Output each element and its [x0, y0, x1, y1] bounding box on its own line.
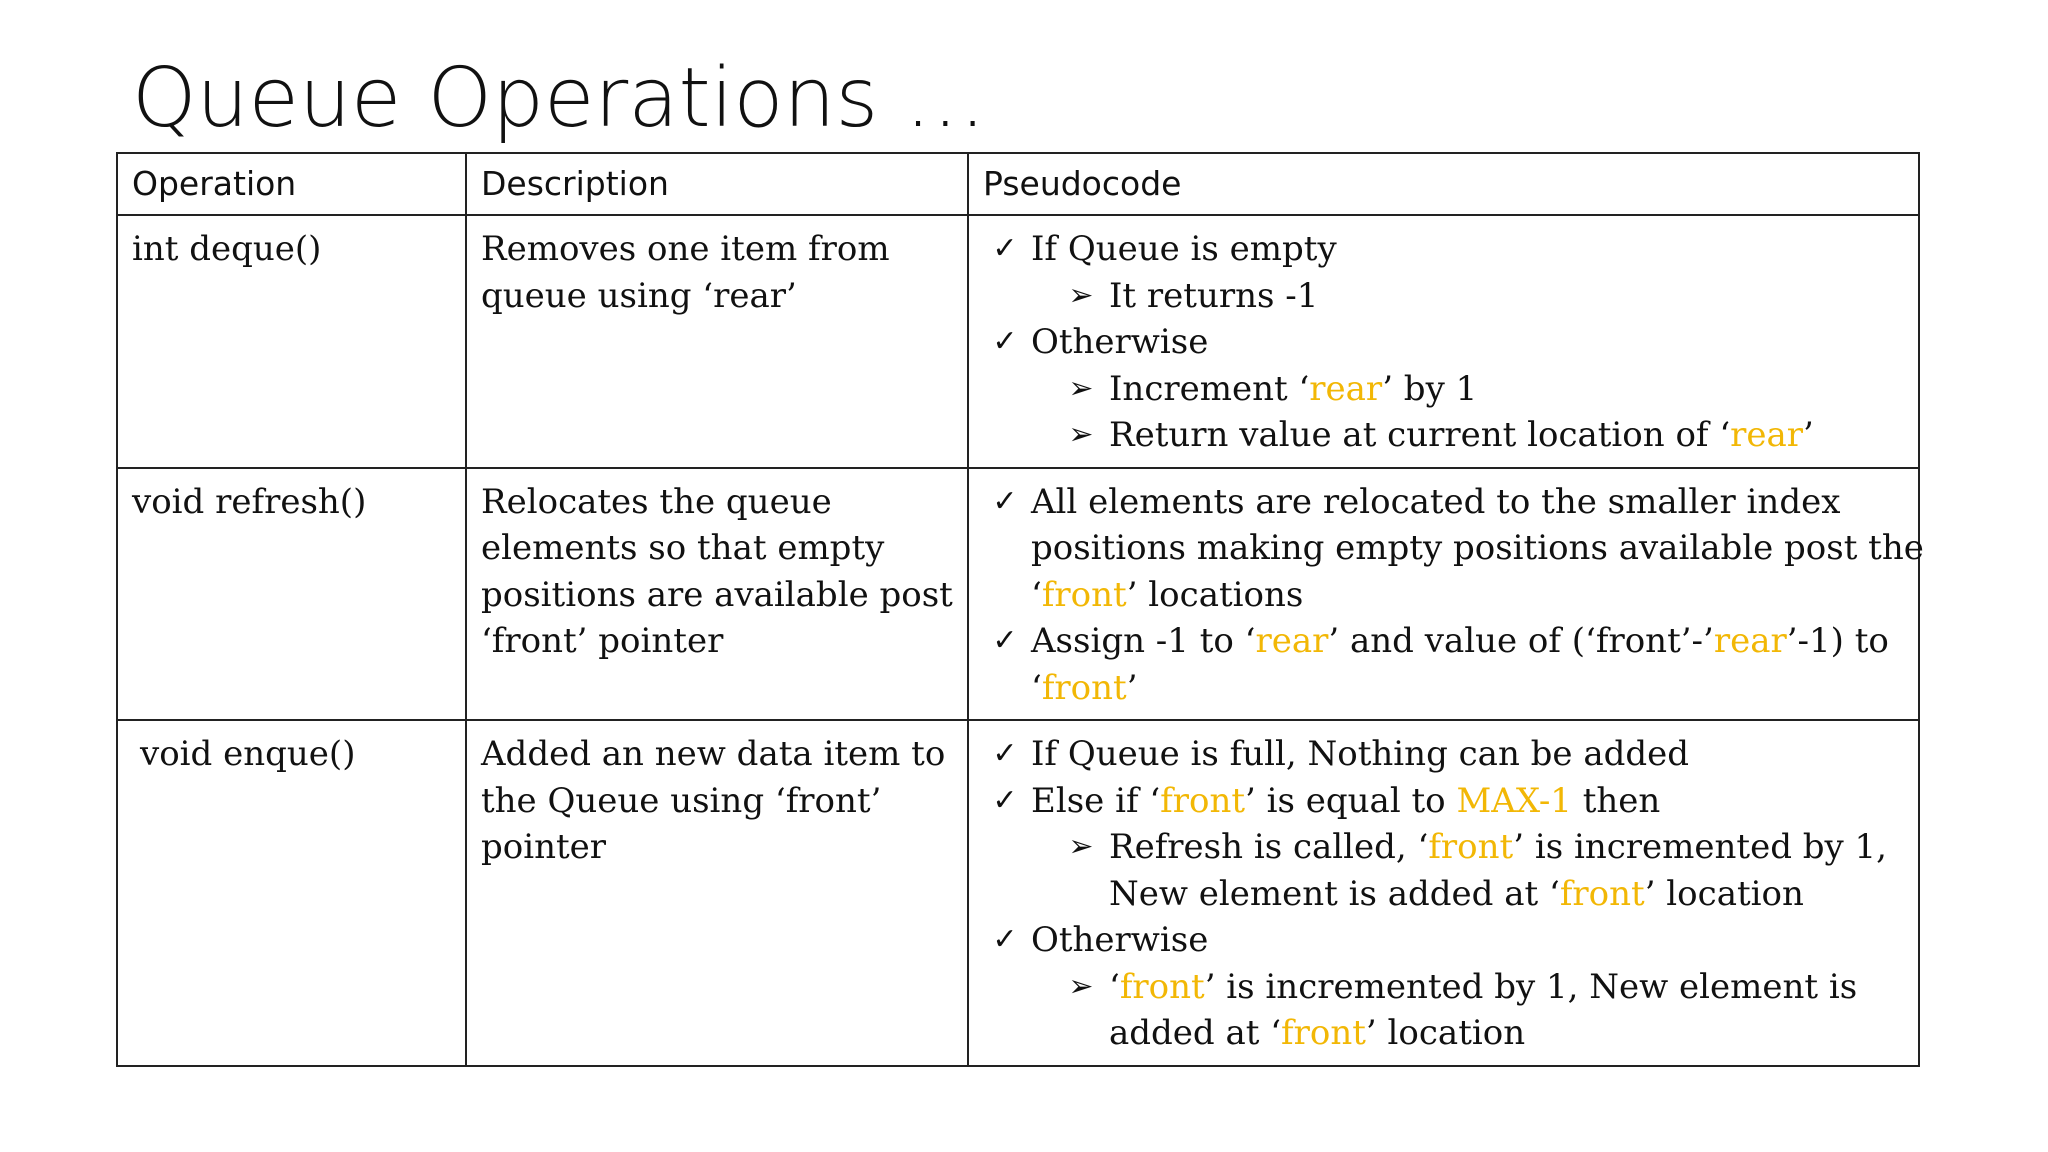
table-header-row: [117, 153, 1919, 215]
step-text: ’ locations: [1126, 574, 1304, 615]
check-icon: ✓: [992, 324, 1018, 359]
pseudocode-step: [983, 479, 1904, 526]
arrow-bullet-icon: ➢: [1068, 829, 1094, 864]
pseudocode-continuation: [983, 1010, 1904, 1057]
check-icon: ✓: [992, 231, 1018, 266]
header-description: Description: [466, 153, 968, 215]
description-line: the Queue using ‘front’: [481, 780, 882, 821]
check-icon: ✓: [992, 922, 1018, 957]
description-line: pointer: [481, 827, 607, 867]
step-text: positions making empty positions available post the: [1031, 528, 1924, 568]
pseudocode-continuation: [983, 525, 1924, 572]
step-text: If Queue is empty: [1031, 229, 1337, 269]
step-text: ’: [1803, 415, 1814, 455]
highlight-keyword: MAX-1: [1456, 780, 1572, 821]
description-line: ‘front’ pointer: [481, 621, 724, 661]
step-text: ’ location: [1644, 873, 1804, 914]
step-text: All elements are relocated to the smaller index: [1031, 481, 1841, 522]
operation-cell: [117, 720, 466, 1066]
step-text: If Queue is full, Nothing can be added: [1031, 734, 1690, 774]
arrow-bullet-icon: ➢: [1068, 277, 1094, 313]
slide-title: Queue Operations …: [132, 51, 987, 146]
step-text: Return value at current location of ‘: [1109, 415, 1731, 455]
highlight-keyword: front: [1428, 827, 1514, 867]
highlight-keyword: rear: [1309, 368, 1383, 409]
highlight-keyword: front: [1041, 667, 1127, 708]
step-text: ‘: [1031, 667, 1042, 708]
operation-cell: [117, 468, 466, 721]
description-line: queue using ‘rear’: [481, 275, 797, 316]
step-text: ’ is equal to: [1245, 780, 1457, 821]
check-icon: ✓: [992, 782, 1018, 818]
description-cell: [466, 468, 968, 721]
table-row: [117, 720, 1919, 1066]
highlight-keyword: front: [1119, 966, 1205, 1007]
step-text: ‘: [1109, 966, 1120, 1007]
highlight-keyword: front: [1041, 574, 1127, 615]
pseudocode-substep: [983, 366, 1904, 413]
pseudocode-step: [983, 226, 1904, 273]
check-icon: ✓: [992, 736, 1018, 771]
pseudocode-continuation: [983, 572, 1904, 619]
pseudocode-cell: [968, 468, 1924, 721]
arrow-bullet-icon: ➢: [1068, 417, 1094, 452]
pseudocode-substep: [983, 412, 1904, 459]
highlight-keyword: rear: [1730, 415, 1804, 455]
description-cell: [466, 720, 968, 1066]
description-cell: [466, 215, 968, 468]
table-row: [117, 215, 1919, 468]
step-text: Otherwise: [1031, 920, 1209, 960]
description-line: positions are available post: [481, 574, 953, 615]
step-text: added at ‘: [1109, 1013, 1282, 1053]
pseudocode-cell: [968, 720, 1919, 1066]
description-line: Relocates the queue: [481, 481, 832, 522]
arrow-bullet-icon: ➢: [1068, 370, 1094, 406]
pseudocode-step: [983, 778, 1904, 825]
step-text: Otherwise: [1031, 322, 1209, 362]
highlight-keyword: rear: [1255, 621, 1329, 661]
step-text: ’ is incremented by 1, New element is: [1204, 966, 1858, 1007]
step-text: New element is added at ‘: [1109, 873, 1560, 914]
check-icon: ✓: [992, 623, 1018, 658]
check-icon: ✓: [992, 483, 1018, 519]
pseudocode-substep: [983, 273, 1904, 320]
description-line: Added an new data item to: [481, 734, 946, 774]
highlight-keyword: front: [1559, 873, 1645, 914]
pseudocode-continuation: [983, 665, 1904, 712]
step-text: ’: [1126, 667, 1138, 708]
step-text: ’ location: [1365, 1013, 1526, 1053]
operation-name: int deque(): [132, 229, 322, 269]
highlight-keyword: front: [1281, 1013, 1366, 1053]
step-text: Increment ‘: [1109, 368, 1310, 409]
description-line: Removes one item from: [481, 229, 890, 269]
step-text: then: [1571, 780, 1661, 821]
description-line: elements so that empty: [481, 528, 885, 568]
step-text: Assign -1 to ‘: [1031, 621, 1256, 661]
step-text: Else if ‘: [1031, 780, 1161, 821]
pseudocode-cell: [968, 215, 1919, 468]
step-text: ’ is incremented by 1,: [1513, 827, 1887, 867]
step-text: It returns -1: [1109, 275, 1319, 316]
operation-cell: [117, 215, 466, 468]
pseudocode-substep: [983, 824, 1904, 871]
step-text: ’ and value of (‘front’-’: [1328, 621, 1714, 661]
pseudocode-step: [983, 917, 1904, 964]
step-text: ‘: [1031, 574, 1042, 615]
table-row: [117, 468, 1919, 721]
operation-name: void enque(): [140, 734, 356, 774]
highlight-keyword: rear: [1713, 621, 1787, 661]
pseudocode-step: [983, 618, 1904, 665]
operation-name: void refresh(): [132, 481, 367, 522]
highlight-keyword: front: [1160, 780, 1246, 821]
header-operation: Operation: [117, 153, 466, 215]
header-pseudocode: Pseudocode: [968, 153, 1919, 215]
step-text: ’ by 1: [1382, 368, 1478, 409]
pseudocode-continuation: [983, 871, 1904, 918]
pseudocode-step: [983, 319, 1904, 366]
operations-table: [116, 152, 1924, 1067]
pseudocode-substep: [983, 964, 1904, 1011]
pseudocode-step: [983, 731, 1904, 778]
step-text: Refresh is called, ‘: [1109, 827, 1429, 867]
step-text: ’-1) to: [1786, 621, 1889, 661]
arrow-bullet-icon: ➢: [1068, 968, 1094, 1004]
